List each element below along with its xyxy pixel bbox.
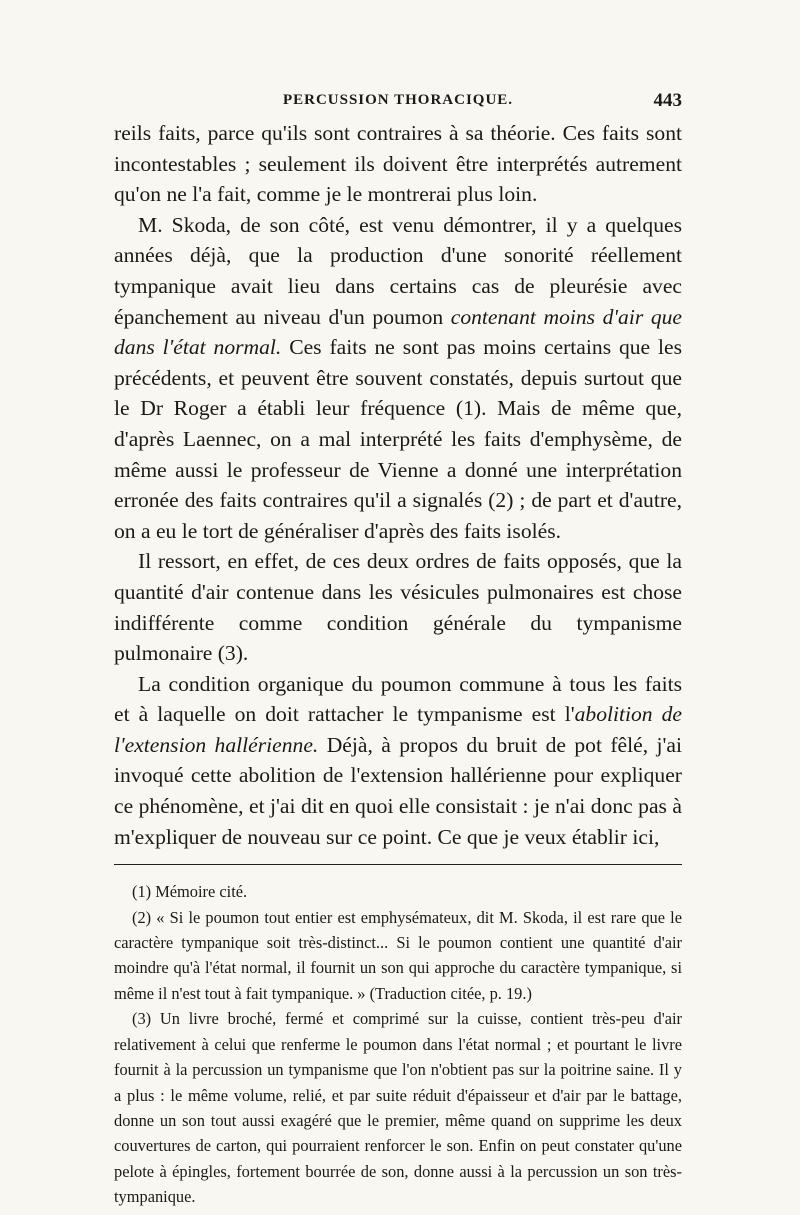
- footnotes: [114, 879, 682, 1209]
- running-title: PERCUSSION THORACIQUE.: [282, 92, 514, 108]
- book-page: [114, 92, 682, 1210]
- footnote-rule: [114, 864, 682, 865]
- body-text: [114, 118, 682, 852]
- paragraph-2: [114, 210, 682, 547]
- paragraph-2-text-b: Ces faits ne sont pas moins certains que les précédents, et peuvent être souvent constatés, depuis surtout que le Dr Roger a établi leur fréquence (1). Mais de même que, d'après Laennec, on a mal interprété les faits d'emphysème, de même aussi le professeur de Vienne a donné une interprétation erronée des faits contraires qu'il a signalés (2) ; de part et d'autre, on a eu le tort de généraliser d'après des faits isolés.: [114, 335, 683, 543]
- paragraph-3: Il ressort, en effet, de ces deux ordres de faits opposés, que la quantité d'air contenue dans les vésicules pulmonaires est chose indifférente comme condition générale du tympanisme pulmonaire (3).: [114, 549, 682, 666]
- paragraph-4: [114, 669, 682, 853]
- page-number: 443: [653, 90, 682, 111]
- footnote-1: (1) Mémoire cité.: [132, 882, 248, 902]
- paragraph-4-emphasis: abolition de l'extension hallérienne.: [114, 702, 682, 757]
- paragraph-4-text-a: La condition organique du poumon commune à tous les faits et à laquelle on doit rattacher le tympanisme est l': [114, 671, 682, 727]
- running-head: [114, 92, 682, 118]
- paragraph-2-text-a: M. Skoda, de son côté, est venu démontrer, il y a quelques années déjà, que la production d'une sonorité réellement tympanique avait lieu dans certains cas de pleurésie avec épanchement au niveau d'un poumon: [114, 212, 682, 329]
- paragraph-1: reils faits, parce qu'ils sont contraires à sa théorie. Ces faits sont incontestables ; seulement ils doivent être interprétés autrement qu'on ne l'a fait, comme je le montrerai plus loin.: [114, 121, 682, 207]
- footnote-3: (3) Un livre broché, fermé et comprimé sur la cuisse, contient très-peu d'air relativement à celui que renferme le poumon dans l'état normal ; et pourtant le livre fournit à la percussion un tympanisme que l'on n'obtient pas sur la poitrine saine. Il y a plus : le même volume, relié, et par suite réduit d'épaisseur et d'air par le battage, donne un son tout aussi exagéré que le premier, même quand on supprime les deux couvertures de carton, qui pourraient renforcer le son. Enfin on peut constater qu'une pelote à épingles, fortement bourrée de son, donne aussi à la percussion un son très-tympanique.: [114, 1009, 682, 1207]
- footnote-2: (2) « Si le poumon tout entier est emphysémateux, dit M. Skoda, il est rare que le caractère tympanique soit très-distinct... Si le poumon contient une quantité d'air moindre qu'à l'état normal, il fournit un son qui approche du caractère tympanique, si même il n'est tout à fait tympanique. » (Traduction citée, p. 19.): [114, 907, 682, 1003]
- paragraph-2-emphasis: contenant moins d'air que dans l'état normal.: [114, 304, 682, 360]
- paragraph-4-text-b: Déjà, à propos du bruit de pot fêlé, j'ai invoqué cette abolition de l'extension hallérienne pour expliquer ce phénomène, et j'ai dit en quoi elle consistait : je n'ai donc pas à m'expliquer de nouveau sur ce point. Ce que je veux établir ici,: [114, 732, 682, 849]
